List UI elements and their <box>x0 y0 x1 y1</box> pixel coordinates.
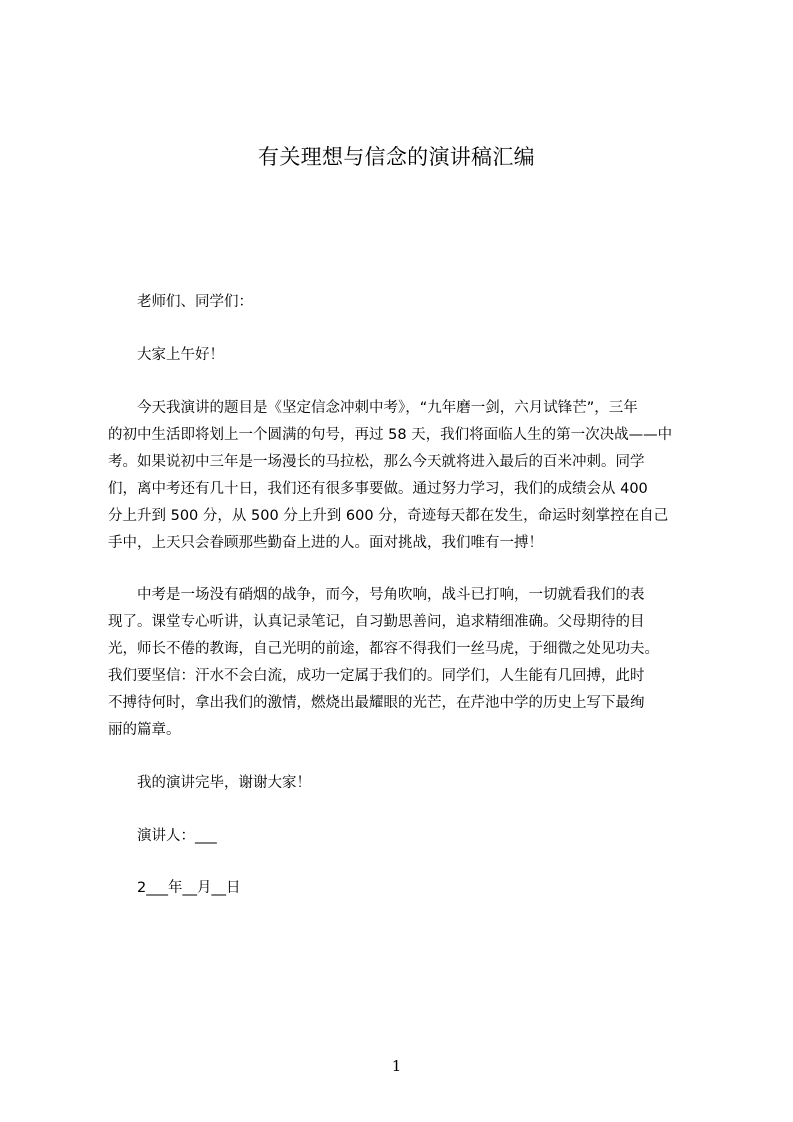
date-line: 2___年__月__日 <box>137 880 241 896</box>
paragraph1-line: 的初中生活即将划上一个圆满的句号，再过 58 天，我们将面临人生的第一次决战——中 <box>108 427 673 443</box>
paragraph2-line: 我们要坚信：汗水不会白流，成功一定属于我们的。同学们，人生能有几回搏，此时 <box>108 668 645 684</box>
paragraph1-line: 手中，上天只会眷顾那些勤奋上进的人。面对挑战，我们唯有一搏！ <box>108 535 543 551</box>
paragraph2-line: 中考是一场没有硝烟的战争，而今，号角吹响，战斗已打响，一切就看我们的表 <box>137 587 645 603</box>
paragraph2-line: 光，师长不倦的教诲，自己光明的前途，都容不得我们一丝马虎，于细微之处见功夫。 <box>108 641 659 657</box>
paragraph2-line: 现了。课堂专心听讲，认真记录笔记，自习勤思善问，追求精细准确。父母期待的目 <box>108 614 645 630</box>
paragraph1-line: 今天我演讲的题目是《坚定信念冲刺中考》，“九年磨一剑，六月试锋芒”，三年 <box>137 400 638 416</box>
closing-line: 我的演讲完毕，谢谢大家！ <box>137 775 311 791</box>
speaker-line: 演讲人：___ <box>137 828 217 844</box>
paragraph1-line: 们，离中考还有几十日，我们还有很多事要做。通过努力学习，我们的成绩会从 400 <box>108 481 648 497</box>
paragraph1-line: 分上升到 500 分，从 500 分上升到 600 分，奇迹每天都在发生，命运时刻掌控在自己 <box>108 508 669 524</box>
page-number: 1 <box>391 1057 402 1075</box>
paragraph2-line: 丽的篇章。 <box>108 722 181 738</box>
paragraph1-line: 考。如果说初中三年是一场漫长的马拉松，那么今天就将进入最后的百米冲刺。同学 <box>108 454 645 470</box>
paragraph2-line: 不搏待何时，拿出我们的激情，燃烧出最耀眼的光芒，在芹池中学的历史上写下最绚 <box>108 695 645 711</box>
salutation: 老师们、同学们： <box>137 294 253 310</box>
document-title: 有关理想与信念的演讲稿汇编 <box>258 145 535 169</box>
greeting: 大家上午好！ <box>137 347 224 363</box>
